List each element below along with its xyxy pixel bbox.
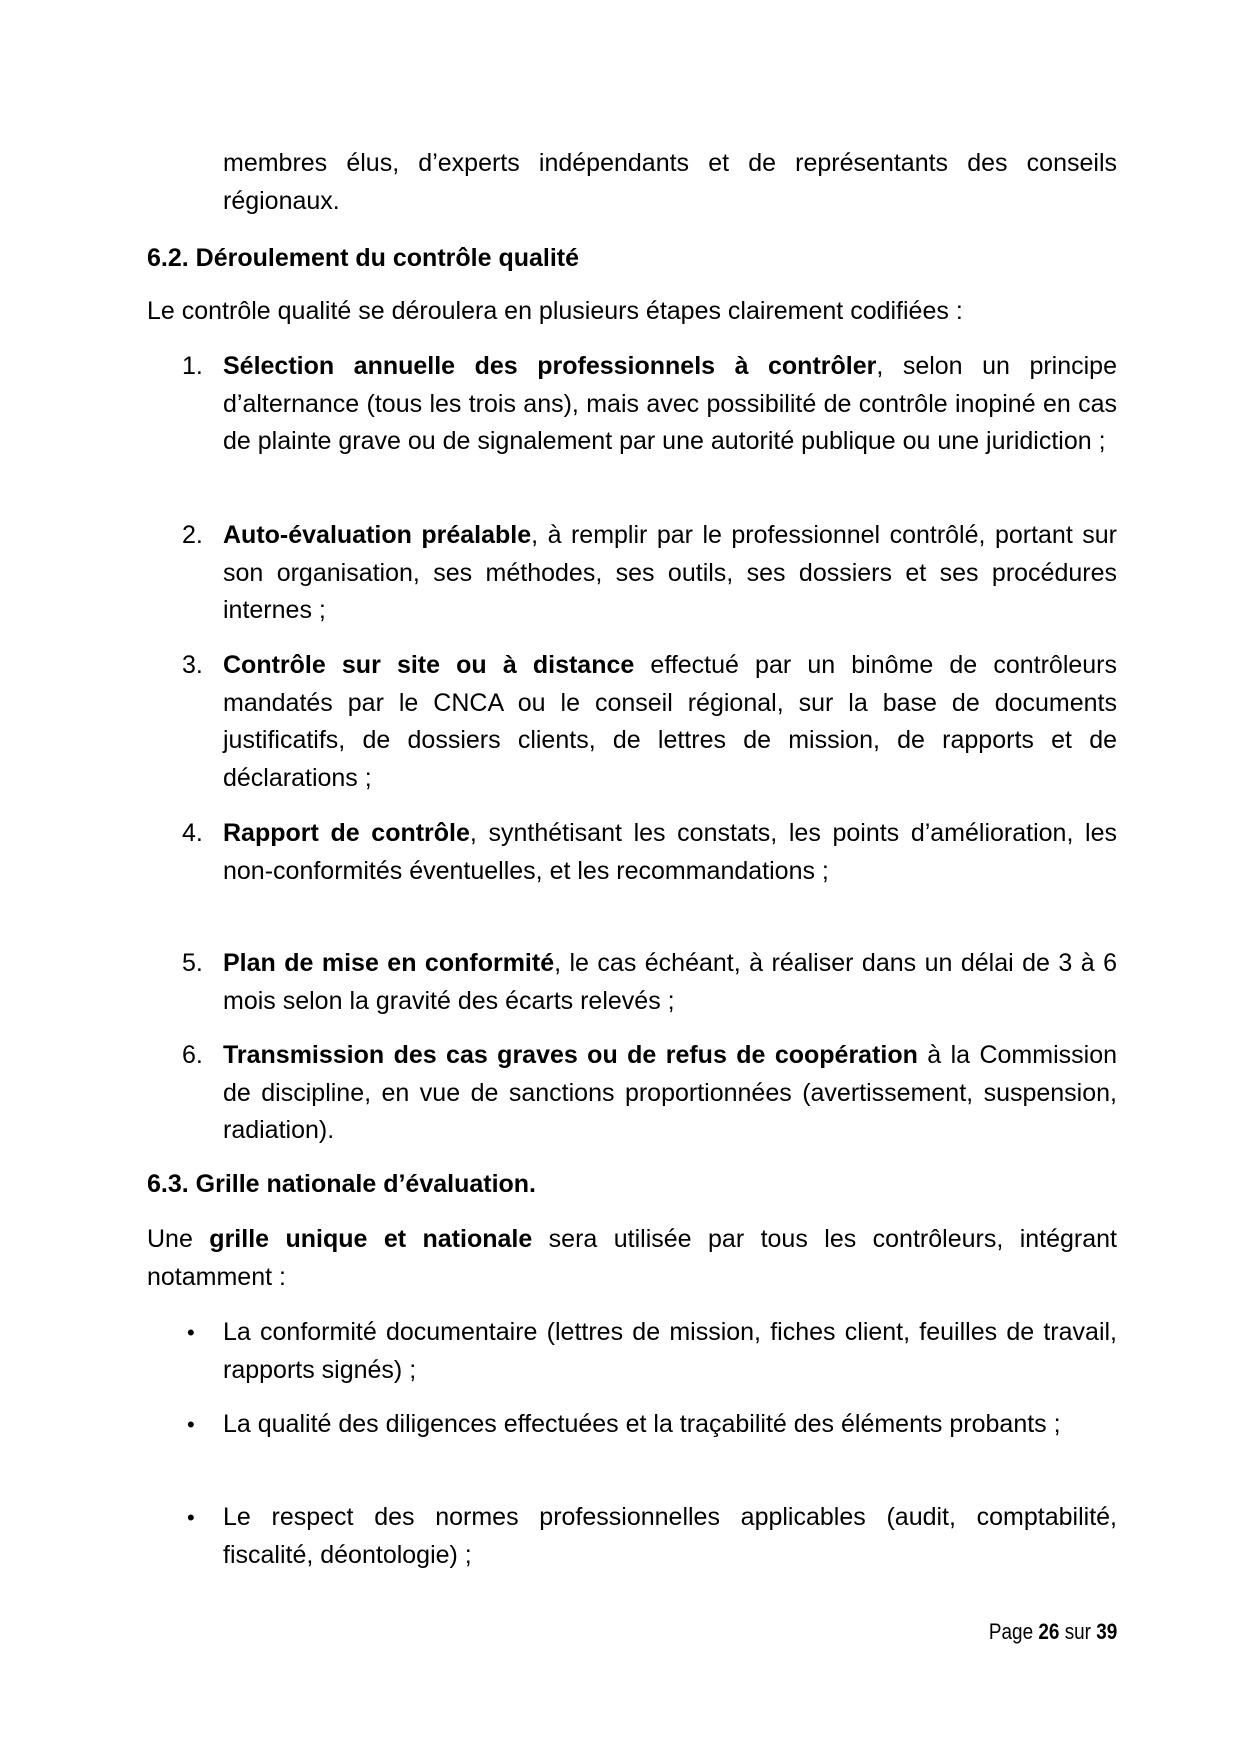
intro-bold: grille unique et nationale [209,1225,533,1253]
continuation-paragraph: membres élus, d’experts indépendants et de représentants des conseils régionaux. [223,149,1117,215]
total-pages: 39 [1095,1619,1117,1644]
page-footer [989,1617,1117,1647]
section-6-2-heading: 6.2. Déroulement du contrôle qualité [147,244,580,272]
list-item-rest: , à remplir par le professionnel contrôlé, portant sur son organisation, ses méthodes, ses outils, ses dossiers et ses procédures internes ; [223,521,1117,624]
list-number: 3. [182,651,203,679]
page-label: Page [988,1619,1033,1644]
list-item-bold: Sélection annuelle des professionnels à contrôler [223,352,877,380]
list-number: 1. [182,352,203,380]
bullet-item-text: La conformité documentaire (lettres de mission, fiches client, feuilles de travail, rapports signés) ; [223,1318,1117,1384]
section-6-2-intro: Le contrôle qualité se déroulera en plusieurs étapes clairement codifiées : [147,297,963,325]
bullet-item-text: Le respect des normes professionnelles applicables (audit, comptabilité, fiscalité, déontologie) ; [223,1503,1117,1569]
of-label: sur [1064,1619,1091,1644]
section-6-3-intro: Une grille unique et nationale sera utilisée par tous les contrôleurs, intégrant notamment : [147,1225,1117,1291]
list-item-text [223,945,1117,1020]
section-6-3-heading: 6.3. Grille nationale d’évaluation. [147,1170,537,1198]
list-item-bold: Transmission des cas graves ou de refus de coopération [223,1041,918,1069]
list-item-text [223,1037,1117,1150]
list-item-bold: Auto-évaluation préalable [223,521,532,549]
list-item-bold: Contrôle sur site ou à distance [223,651,635,679]
list-item-bold: Rapport de contrôle [223,819,470,847]
list-item-bold: Plan de mise en conformité [223,949,555,977]
bullet-icon: • [187,1320,195,1345]
list-number: 2. [182,521,203,549]
list-item-rest: à la Commission de discipline, en vue de sanctions proportionnées (avertissement, suspension, radiation). [223,1041,1118,1144]
list-number: 5. [182,949,203,977]
list-item-rest: effectué par un binôme de contrôleurs mandatés par le CNCA ou le conseil régional, sur la base de documents justificatifs, de dossiers clients, de lettres de mission, de rapports et de déclarations ; [223,651,1118,792]
list-item-rest: , synthétisant les constats, les points d’amélioration, les non-conformités éventuelles, et les recommandations ; [223,819,1118,885]
page-number: 26 [1038,1619,1060,1644]
list-item-rest: , selon un principe d’alternance (tous les trois ans), mais avec possibilité de contrôle inopiné en cas de plainte grave ou de signalement par une autorité publique ou une juridiction ; [223,352,1117,455]
list-number: 4. [182,819,203,847]
bullet-item-text: La qualité des diligences effectuées et la traçabilité des éléments probants ; [223,1410,1061,1438]
list-number: 6. [182,1041,203,1069]
bullet-icon: • [187,1412,195,1437]
list-item-text [223,348,1117,461]
list-item-rest: , le cas échéant, à réaliser dans un délai de 3 à 6 mois selon la gravité des écarts relevés ; [223,949,1117,1015]
bullet-icon: • [187,1505,195,1530]
list-item-text [223,647,1117,797]
list-item-text [223,517,1117,630]
list-item-text [223,815,1117,890]
